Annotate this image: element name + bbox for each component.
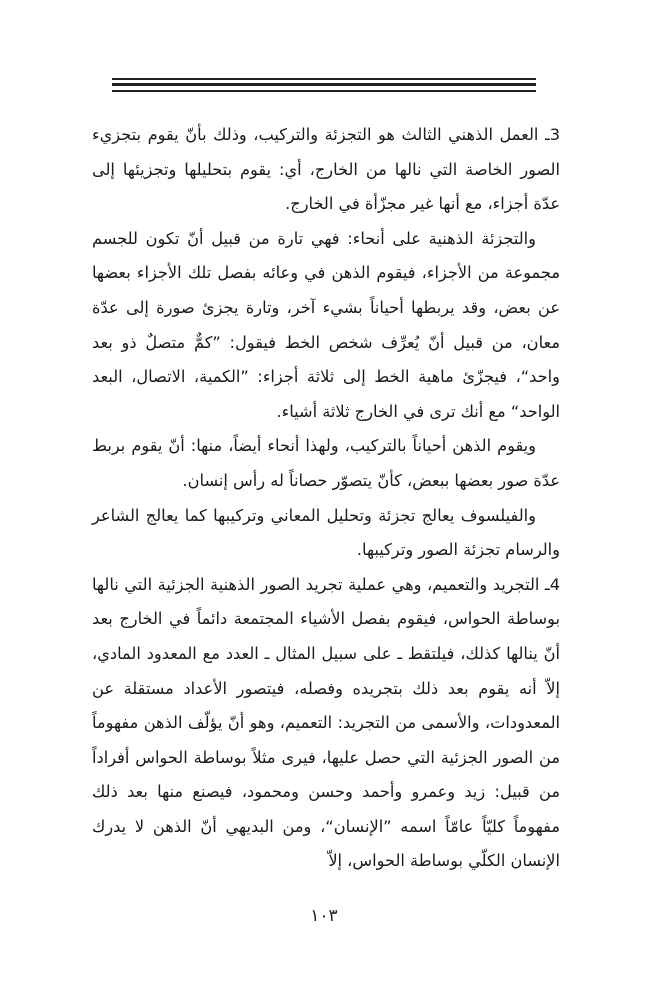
paragraph-3: ويقوم الذهن أحياناً بالتركيب، ولهذا أنحاء أيضاً، منها: أنّ يقوم بربط عدّة صور بعضها ببعض، كأنّ يتصوّر حصاناً له رأس إنسان. — [92, 436, 560, 490]
header-rule-middle — [112, 83, 536, 86]
paragraph-1: 3ـ العمل الذهني الثالث هو التجزئة والتركيب، وذلك بأنّ يقوم بتجزيء الصور الخاصة التي نالها من الخارج، أي: يقوم بتحليلها وتجزيئها إلى عدّة أجزاء، مع أنها غير مجزّأة في الخارج. — [92, 125, 560, 214]
body-text — [92, 118, 560, 879]
header-rule-bottom — [112, 90, 536, 92]
header-rule-top — [112, 78, 536, 80]
paragraph-5: 4ـ التجريد والتعميم، وهي عملية تجريد الصور الذهنية الجزئية التي نالها بوساطة الحواس، فيقوم بفصل الأشياء المجتمعة دائماً في الخارج بعد أنّ ينالها كذلك، فيلتقط ـ على سبيل المثال ـ العدد مع المعدود المادي، إلاّ أنه يقوم بعد ذلك بتجريده وفصله، فيتصور الأعداد مستقلة عن المعدودات، والأسمى من التجريد: التعميم، وهو أنّ يؤلّف الذهن مفهوماً من الصور الجزئية التي حصل عليها، فيرى مثلاً بوساطة الحواس أفراداً من قبيل: زيد وعمرو وأحمد وحسن ومحمود، فيصنع منها بعد ذلك مفهوماً كليّاً عامّاً اسمه ”الإنسان“، ومن البديهي أنّ الذهن لا يدرك الإنسان الكلّي بوساطة الحواس، إلاّ — [92, 574, 560, 871]
paragraph-4: والفيلسوف يعالج تجزئة وتحليل المعاني وتركيبها كما يعالج الشاعر والرسام تجزئة الصور وتركيبها. — [92, 505, 560, 560]
page-number: ١٠٣ — [310, 906, 338, 926]
paragraph-2: والتجزئة الذهنية على أنحاء: فهي تارة من قبيل أنّ تكون للجسم مجموعة من الأجزاء، فيقوم الذهن في وعائه بفصل تلك الأجزاء بعضها عن بعض، وقد يربطها أحياناً بشيء آخر، وتارة يجزئ صورة إلى عدّة معان، من قبيل أنّ يُعرِّف شخص الخط فيقول: ”كمٌّ متصلٌ ذو بعد واحد“، فيجزّئ ماهية الخط إلى ثلاثة أجزاء: ”الكمية، الاتصال، البعد الواحد“ مع أنك ترى في الخارج ثلاثة أشياء. — [92, 228, 560, 421]
